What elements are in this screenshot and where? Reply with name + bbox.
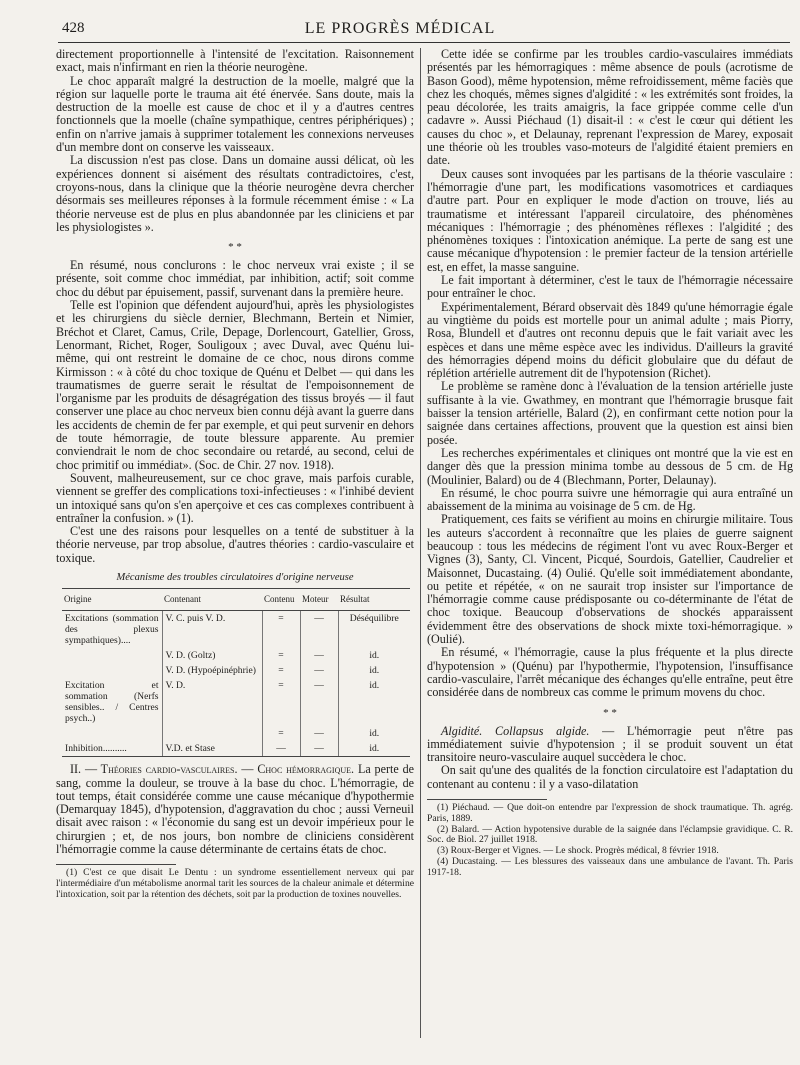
table-cell: = (262, 726, 300, 741)
table-cell: id. (338, 663, 410, 678)
table-row (62, 611, 410, 649)
section-stars: * * (603, 706, 617, 719)
table-cell: id. (338, 741, 410, 757)
journal-title: LE PROGRÈS MÉDICAL (304, 20, 496, 37)
paragraph: Le choc apparaît malgré la destruction de la moelle, malgré que la région sur laquelle porte le trauma ait été énervée. Sans doute, mais la destruction de la moelle est cause de choc et il y a d'autres centres fonctionnels que la moelle (chaîne sympathique, centres périphériques) ; enfin on n'arrive jamais à supprimer totalement les connexions nerveuses d'un membre dont on conserve les vaisseaux. (56, 73, 414, 155)
footnote-rule (56, 864, 176, 865)
table-row (62, 678, 410, 726)
table-cell: = (262, 648, 300, 663)
paragraph: La discussion n'est pas close. Dans un domaine aussi délicat, où les expériences donnent si aisément des résultats contradictoires, c'est, croyons-nous, dans la clinique que la théorie neurogène devra chercher désormais ses meilleures réponses à la formule récemment émise : « La théorie nerveuse est de plus en plus abandonnée par les cliniciens et par les physiologistes ». (56, 153, 414, 234)
paragraph: On sait qu'une des qualités de la fonction circulatoire est l'adaptation du contenant au contenu : il y a vaso-dilatation (427, 763, 793, 791)
footnote: (1) C'est ce que disait Le Dentu : un syndrome essentiellement nerveux qui par l'intermédiaire d'un métabolisme anormal tarit les sources de la chaleur animale et détermine l'intoxication, soit par la rétention des déchets, soit par la production de toxines nouvelles. (56, 867, 414, 900)
table-cell: id. (338, 648, 410, 663)
table-cell: — (300, 741, 338, 757)
table-cell: Déséquilibre (338, 611, 410, 649)
footnote-rule (427, 799, 547, 800)
table-header: Moteur (300, 589, 338, 611)
table-cell: — (300, 663, 338, 678)
mechanism-table (62, 588, 410, 757)
paragraph: Telle est l'opinion que défendent aujourd'hui, après les physiologistes et les chirurgiens du siècle dernier, Blechmann, Bertein et Nimier, Bréchot et Claret, Camus, Crile, Depage, Dorlencourt, Gatellier, Gross, Lenormant, Richet, Roger, Souligoux ; avec Duval, avec Quénu lui-même, qui ont restreint le domaine de ce choc, nous dirons comme Kirmisson : « à côté du choc toxique de Quénu et Delbet — qui dans les traumatismes de guerre serait le résultat de l'empoisonnement de l'organisme par les produits de désagrégation des tissus broyés — il faut conserver une place au choc nerveux bien connu déjà avant la guerre dans les accidents de chemin de fer par exemple, et qui peut survenir en dehors de toute hémorragie, de toute blessure apparente. Au premier conviendrait le nom de choc secondaire ou retardé, au second, celui de choc primitif ou immédiat». (Soc. de Chir. 27 nov. 1918). (56, 298, 414, 472)
section-heading (427, 725, 793, 765)
table-cell: — (300, 648, 338, 663)
table-cell: Excitation et sommation (Nerfs sensibles.. / Centres psych..) (65, 680, 159, 725)
footnote: (4) Ducastaing. — Les blessures des vaisseaux dans une ambulance de l'avant. Th. Paris 1917-18. (427, 856, 793, 878)
paragraph: Deux causes sont invoquées par les partisans de la théorie vasculaire : l'hémorragie d'une part, les modifications vasomotrices et cardiaques d'autre part. Pour en expliquer le mode d'action on trouve, liés au traumatisme et intéressant l'appareil circulatoire, des phénomènes mécaniques : l'hémorragie ; des phénomènes réflexes : l'algidité ; des phénomènes toxiques : l'intoxication anémique. La perte de sang est une cause mécanique d'hypotension : le premier facteur de la tension artérielle est, en effet, la masse sanguine. (427, 166, 793, 274)
table-cell: — (300, 678, 338, 726)
section-heading-text: II. — Théories cardio-vasculaires. — Choc hémorragique. (70, 762, 355, 777)
paragraph: Le problème se ramène donc à l'évaluation de la tension artérielle juste suffisante à la vie. Gwathmey, en montrant que l'hémorragie brusque fait baisser la tension artérielle, Balard (2), en confirmant cette notion pour la saignée dans certaines affections, prouvent que la question est ainsi bien posée. (427, 379, 793, 447)
table-row (62, 726, 410, 741)
footnote: (3) Roux-Berger et Vignes. — Le shock. Progrès médical, 8 février 1918. (437, 845, 719, 857)
page-number: 428 (62, 20, 85, 36)
table-cell (162, 726, 262, 741)
paragraph: directement proportionnelle à l'intensité de l'excitation. Raisonnement exact, mais n'infirmant en rien la théorie neurogène. (56, 47, 414, 75)
paragraph: C'est une des raisons pour lesquelles on a tenté de substituer à la théorie nerveuse, par trop absolue, d'autres théories : cardio-vasculaire et toxique. (56, 524, 414, 565)
paragraph: En résumé, nous conclurons : le choc nerveux vrai existe ; il se présente, soit comme choc immédiat, par inhibition, actif; soit comme choc du début par épuisement, passif, survenant dans la première heure. (56, 258, 414, 299)
table-cell (62, 726, 162, 741)
table-caption: Mécanisme des troubles circulatoires d'origine nerveuse (116, 571, 354, 583)
table-cell: Inhibition.......... (62, 741, 162, 757)
paragraph: En résumé, le choc pourra suivre une hémorragie qui aura entraîné un abaissement de la minima au voisinage de 5 cm. de Hg. (427, 485, 793, 514)
paragraph: En résumé, « l'hémorragie, cause la plus fréquente et la plus directe d'hypotension » (Quénu) par l'hypothermie, l'hypotension, l'insuffisance cardio-vasculaire, l'arrêt mécanique des échanges qu'elle entraîne, peut être considérée dans de nombreux cas comme le primum movens du choc. (427, 645, 793, 700)
paragraph: Pratiquement, ces faits se vérifient au moins en chirurgie militaire. Tous les auteurs s'accordent à reconnaître que les plaies de guerre saignent beaucoup : tous les médecins de régiment l'ont vu avec Roux-Berger et Vignes (3), Santy, Cl. Vincent, Picqué, Sourdois, Gatellier, Caudrelier et Maisonnet, Ducastaing. (4) Oulié. Qu'elle soit immédiatement abondante, ou petite et répétée, « on ne saurait trop insister sur l'importance de l'hémorragie comme cause prédisposante ou co-déterminante de l'état de choc toxique. Beaucoup d'observations de shockés apparaissent évidemment être des observations de shock mixte toxi-hémorragique. » (Oulié). (427, 512, 793, 647)
table-cell: = (262, 611, 300, 649)
paragraph-text: La perte de sang, comme la douleur, se trouve à la base du choc. L'hémorragie, de tout temps, était considérée comme une cause mécanique d'hypothermie (Demarquay 1845), d'hypotension, d'aggravation du choc ; aussi Verneuil disait avec raison : « l'économie du sang est un devoir impérieux pour le chirurgien ; et, de nos jours, bon nombre de cliniciens considèrent l'hémorragie comme la cause déterminante de certains états de choc. (56, 762, 415, 857)
paragraph: Expérimentalement, Bérard observait dès 1849 qu'une hémorragie égale au vingtième du poids est mortelle pour un animal adulte ; mais Piorry, Rosa, Blundell et d'autres ont reconnu depuis que le fait variait avec les espèces et dans une même espèce avec les individus. D'ailleurs la gravité des hémorragies dépend moins du déficit globulaire que du défaut de réplétion artérielle autrement dit de l'hypotension (Richet). (427, 299, 793, 381)
table-cell: V. D. (Goltz) (162, 648, 262, 663)
table-cell: V. D. (162, 678, 262, 726)
table-cell: id. (338, 726, 410, 741)
table-row (62, 741, 410, 757)
table-header: Origine (62, 589, 162, 611)
section-stars: * * (228, 241, 242, 254)
left-column (56, 48, 414, 901)
right-column (427, 48, 793, 879)
column-divider (420, 48, 421, 1038)
table-cell (62, 648, 162, 663)
table-cell: — (300, 611, 338, 649)
section-heading-text: Algidité. Collapsus algide. (441, 723, 590, 738)
paragraph: Le fait important à déterminer, c'est le taux de l'hémorragie nécessaire pour entraîner le choc. (427, 273, 793, 301)
table-header: Contenu (262, 589, 300, 611)
table-cell: Excitations (sommation des plexus sympathiques).... (65, 613, 159, 647)
table-cell: — (262, 741, 300, 757)
table-cell (62, 663, 162, 678)
table-cell: V. D. (Hypoépinéphrie) (162, 663, 262, 678)
table-cell: V. C. puis V. D. (162, 611, 262, 649)
table-header: Contenant (162, 589, 262, 611)
paragraph: Cette idée se confirme par les troubles cardio-vasculaires immédiats présentés par les hémorragiques : même absence de pouls (acrotisme de Bason Good), même hypotension, même refroidissement, même faciès que chez les choqués, mêmes signes d'algidité : « les extrémités sont froides, la peau décolorée, les traits amaigris, la face grippée comme celle d'un cadavre ». Aussi Piéchaud (1) disait-il : « c'est le cœur qui détient les causes du choc », et Delaunay, reprenant l'expression de Marey, exposait une théorie où les troubles vaso-moteurs de l'algidité étaient premiers en date. (427, 47, 793, 168)
table-cell: V.D. et Stase (162, 741, 262, 757)
paragraph-text: — L'hémorragie peut n'être pas immédiatement suivie d'hypotension ; il se produit souvent un état transitoire neuro-vasculaire auquel succèdera le choc. (427, 723, 793, 765)
table-cell: = (262, 663, 300, 678)
footnote: (1) Piéchaud. — Que doit-on entendre par l'expression de shock traumatique. Th. agrég. Paris, 1889. (427, 802, 793, 824)
paragraph: Souvent, malheureusement, sur ce choc grave, mais parfois curable, viennent se greffer des complications toxi-infectieuses : « l'inhibé devient un intoxiqué sans qu'on s'en aperçoive et ces cas complexes contribuent à entraîner la confusion. » (1). (56, 470, 414, 525)
table-header: Résultat (338, 589, 410, 611)
table-row (62, 648, 410, 663)
paragraph: Les recherches expérimentales et cliniques ont montré que la vie est en danger dès que la pression minima tombe au dessous de 5 cm. de Hg (Moulinier, Balard) ou de 4 (Blechmann, Porter, Delaunay). (427, 445, 793, 487)
table-cell: id. (338, 678, 410, 726)
table-cell: = (262, 678, 300, 726)
header-rule (58, 42, 790, 43)
section-heading (56, 763, 414, 856)
table-cell: — (300, 726, 338, 741)
table-row (62, 663, 410, 678)
footnote: (2) Balard. — Action hypotensive durable de la saignée dans l'éclampsie gravidique. C. R. Soc. de Biol. 27 juillet 1918. (427, 823, 793, 846)
